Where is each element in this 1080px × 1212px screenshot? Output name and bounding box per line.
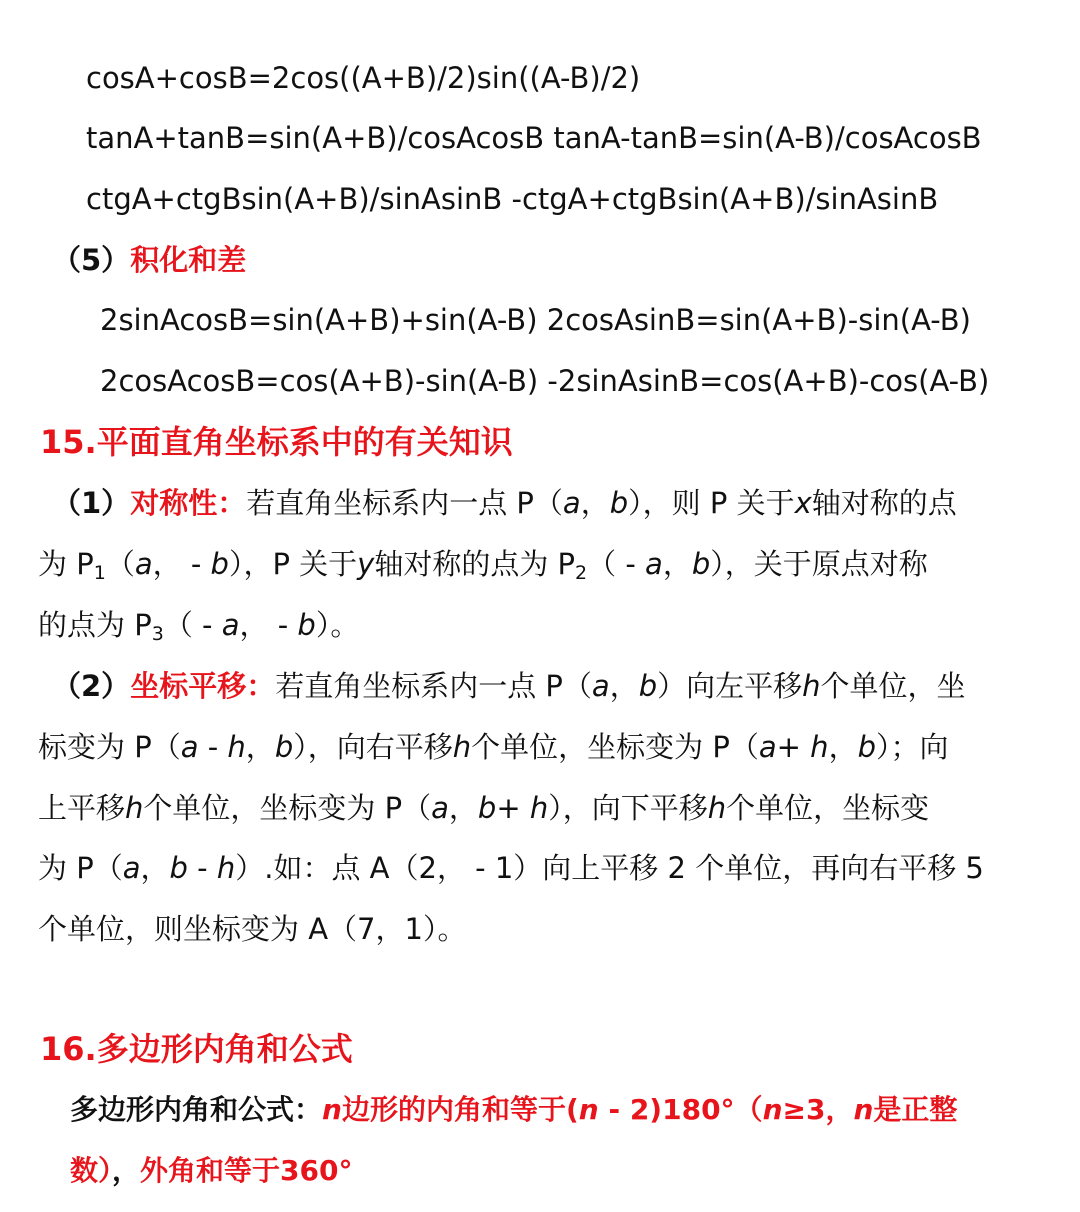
formula-product-1: 2sinAcosB=sin(A+B)+sin(A-B) 2cosAsinB=sin(A+B)-sin(A-B) bbox=[100, 303, 971, 337]
var-b: b bbox=[274, 730, 294, 764]
var-h: h bbox=[802, 669, 821, 703]
polygon-formula-line-2 bbox=[70, 1151, 352, 1191]
var-a: a bbox=[758, 730, 777, 764]
formula-ctg: ctgA+ctgBsin(A+B)/sinAsinB -ctgA+ctgBsin(A+B)/sinAsinB bbox=[86, 182, 939, 216]
text: ， bbox=[112, 1154, 141, 1187]
text: ），向下平移 bbox=[548, 791, 708, 825]
formula-text: ≥3， bbox=[782, 1093, 854, 1126]
symmetry-line-2 bbox=[38, 544, 928, 584]
text: 若直角坐标系内一点 P（ bbox=[246, 486, 563, 520]
subheading-number: （5） bbox=[52, 243, 131, 277]
subheading-product-to-sum bbox=[52, 240, 246, 280]
text: 个单位，坐标变为 P（ bbox=[143, 791, 432, 825]
var-h: h bbox=[452, 730, 472, 764]
text: 为 P（ bbox=[38, 851, 123, 885]
symmetry-line-1 bbox=[52, 483, 957, 523]
text: ， bbox=[662, 547, 692, 581]
var-n: n bbox=[762, 1093, 783, 1126]
var-n: n bbox=[853, 1093, 874, 1126]
translation-number: （2） bbox=[52, 669, 131, 703]
text: ）。 bbox=[315, 608, 360, 642]
formula-tan-sum-diff: tanA+tanB=sin(A+B)/cosAcosB tanA-tanB=sin(A-B)/cosAcosB bbox=[86, 121, 982, 155]
var-b: b bbox=[477, 791, 497, 825]
var-n: n bbox=[578, 1093, 599, 1126]
text: 个单位，坐标变为 P（ bbox=[471, 730, 759, 764]
translation-line-5: 个单位，则坐标变为 A（7，1）。 bbox=[38, 912, 467, 946]
polygon-formula-line-1 bbox=[70, 1090, 957, 1130]
formula-text: - 2)180°（ bbox=[598, 1093, 763, 1126]
var-a: a bbox=[180, 730, 199, 764]
translation-line-4 bbox=[38, 848, 984, 888]
text: ， bbox=[140, 851, 170, 885]
polygon-formula-label: 多边形内角和公式： bbox=[70, 1093, 323, 1126]
text: ），P 关于 bbox=[228, 547, 358, 581]
var-b: b bbox=[857, 730, 876, 764]
var-h: h bbox=[810, 730, 829, 764]
text: + bbox=[776, 730, 811, 764]
var-b: b bbox=[691, 547, 711, 581]
text: ， - bbox=[152, 547, 211, 581]
text: 上平移 bbox=[38, 791, 126, 825]
translation-line-3 bbox=[38, 788, 929, 828]
text: 个单位，坐标变 bbox=[726, 791, 930, 825]
text: ），关于原点对称 bbox=[710, 547, 928, 581]
text: ， bbox=[245, 730, 275, 764]
symmetry-line-3 bbox=[38, 605, 359, 645]
text: ， bbox=[580, 486, 610, 520]
var-a: a bbox=[221, 608, 240, 642]
text: - bbox=[198, 730, 228, 764]
exterior-angle-text: 外角和等于360° bbox=[140, 1154, 353, 1187]
var-n: n bbox=[322, 1093, 342, 1126]
var-b: b bbox=[210, 547, 229, 581]
var-b: b bbox=[297, 608, 316, 642]
text: + bbox=[496, 791, 530, 825]
text: ）向左平移 bbox=[657, 669, 803, 703]
var-x: x bbox=[794, 486, 812, 520]
text: （ - bbox=[163, 608, 222, 642]
var-h: h bbox=[707, 791, 727, 825]
text: ），则 P 关于 bbox=[628, 486, 795, 520]
subheading-title: 积化和差 bbox=[130, 243, 247, 277]
formula-text: 是正整 bbox=[873, 1093, 958, 1126]
symmetry-number: （1） bbox=[52, 486, 131, 520]
text: ），向右平移 bbox=[293, 730, 453, 764]
var-a: a bbox=[122, 851, 141, 885]
subscript: 2 bbox=[575, 562, 588, 584]
var-b: b bbox=[638, 669, 658, 703]
text: （ bbox=[105, 547, 135, 581]
var-h: h bbox=[529, 791, 549, 825]
formula-text: 数） bbox=[70, 1154, 113, 1187]
var-a: a bbox=[134, 547, 153, 581]
var-a: a bbox=[591, 669, 610, 703]
text: ， - bbox=[239, 608, 298, 642]
text: 标变为 P（ bbox=[38, 730, 181, 764]
text: 轴对称的点 bbox=[811, 486, 957, 520]
text: ， bbox=[448, 791, 478, 825]
text: ）.如：点 A（2， - 1）向上平移 2 个单位，再向右平移 5 bbox=[235, 851, 984, 885]
text: - bbox=[187, 851, 217, 885]
translation-title: 坐标平移： bbox=[130, 669, 276, 703]
subscript: 1 bbox=[93, 562, 106, 584]
var-h: h bbox=[227, 730, 246, 764]
text: ， bbox=[828, 730, 858, 764]
text: 个单位，坐 bbox=[820, 669, 966, 703]
section-16-heading: 16.多边形内角和公式 bbox=[40, 1030, 353, 1068]
var-a: a bbox=[431, 791, 449, 825]
symmetry-title: 对称性： bbox=[130, 486, 247, 520]
text: 的点为 P bbox=[38, 608, 152, 642]
section-15-heading: 15.平面直角坐标系中的有关知识 bbox=[40, 423, 513, 461]
text: ， bbox=[609, 669, 639, 703]
text: 为 P bbox=[38, 547, 94, 581]
text: 轴对称的点为 P bbox=[374, 547, 576, 581]
var-h: h bbox=[125, 791, 144, 825]
text: ）；向 bbox=[876, 730, 949, 764]
formula-product-2: 2cosAcosB=cos(A+B)-sin(A-B) -2sinAsinB=cos(A+B)-cos(A-B) bbox=[100, 364, 990, 398]
var-y: y bbox=[357, 547, 375, 581]
var-a: a bbox=[562, 486, 581, 520]
subscript: 3 bbox=[151, 623, 164, 645]
translation-line-2 bbox=[38, 727, 949, 767]
text: 若直角坐标系内一点 P（ bbox=[275, 669, 592, 703]
var-b: b bbox=[169, 851, 188, 885]
var-a: a bbox=[645, 547, 663, 581]
text: （ - bbox=[587, 547, 646, 581]
var-b: b bbox=[609, 486, 629, 520]
formula-cos-sum: cosA+cosB=2cos((A+B)/2)sin((A-B)/2) bbox=[86, 61, 641, 95]
var-h: h bbox=[216, 851, 236, 885]
translation-line-1 bbox=[52, 666, 966, 706]
formula-text: 边形的内角和等于( bbox=[341, 1093, 579, 1126]
